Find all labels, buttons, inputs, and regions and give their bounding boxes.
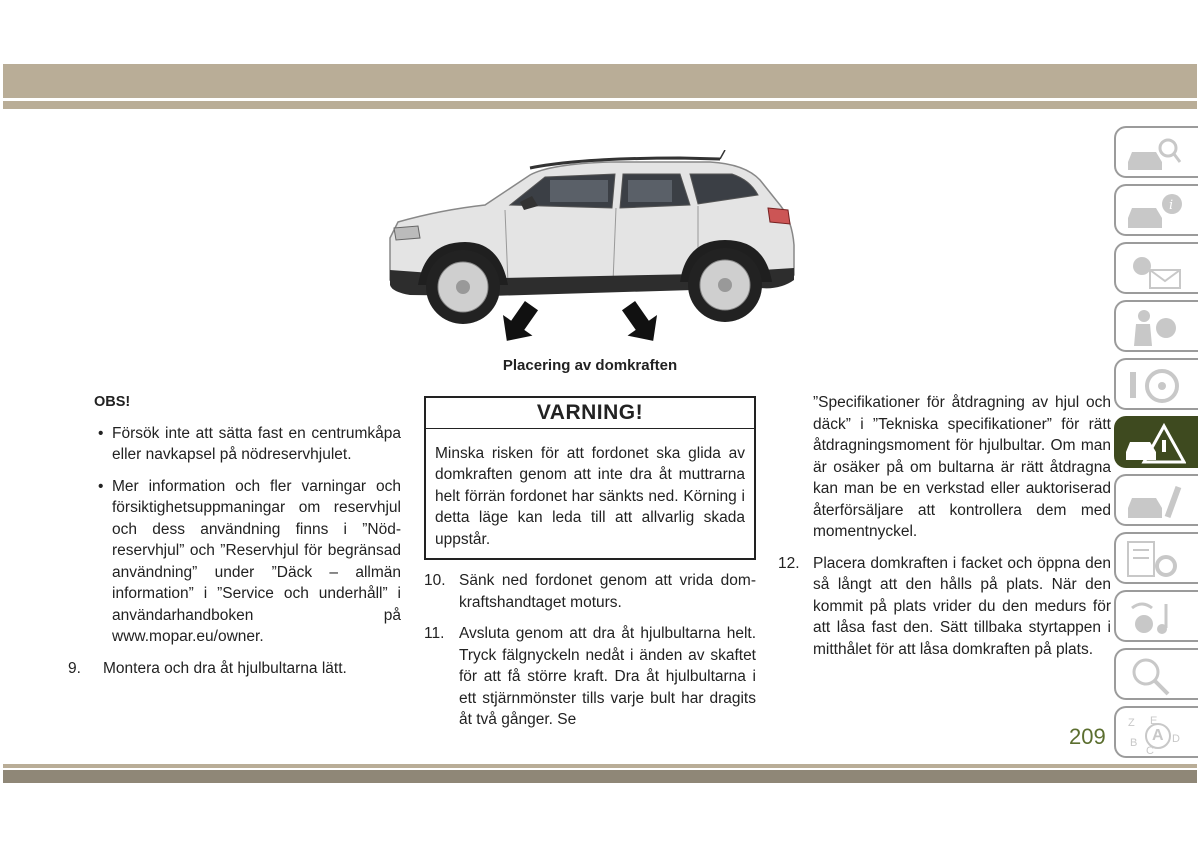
footer-rule	[3, 764, 1197, 768]
step-text: Montera och dra åt hjulbultarna lätt.	[103, 659, 347, 677]
svg-text:B: B	[1130, 737, 1138, 749]
tab-car-info[interactable]	[1114, 184, 1198, 236]
tab-starting-operating[interactable]	[1114, 358, 1198, 410]
warning-box	[424, 396, 756, 560]
header-band	[3, 64, 1197, 98]
step-number: 11.	[424, 625, 445, 642]
car-emergency-triangle-icon	[1122, 422, 1186, 466]
tab-servicing[interactable]	[1114, 474, 1198, 526]
step-text: Avsluta genom att dra åt hjulbultarna helt. Tryck fälgnyckeln nedåt i änden av skaftet för att få större kraft. Dra åt hjulbultarna i ett stjärnmönster tills varje bult har dragits åt två gånger. Se	[459, 625, 756, 728]
multimedia-music-icon	[1122, 596, 1186, 640]
middle-column	[424, 396, 756, 741]
note-bullet-text: Mer information och fler varningar och försiktighetsuppmaningar om reservhjul och dess användning finns i ”Nödreservhjul” och ”Reservhjul för begränsad användning” under ”Däck – allmän information” i ”Service och underhåll” i användarhandboken på www.mopar.eu/owner.	[112, 477, 401, 645]
car-illustration	[380, 150, 800, 345]
warning-lights-message-icon	[1122, 248, 1186, 292]
svg-text:D: D	[1172, 733, 1180, 745]
step-10	[424, 570, 756, 613]
step-12	[778, 553, 1111, 661]
step-number: 12.	[778, 554, 800, 572]
note-bullet-text: Försök inte att sätta fast en centrumkåpa eller navkapsel på nödreservhjulet.	[112, 424, 401, 463]
right-column	[778, 392, 1111, 670]
tab-technical-specifications[interactable]	[1114, 532, 1198, 584]
front-jack-point-arrow	[492, 295, 546, 345]
specifications-gear-icon	[1122, 538, 1186, 582]
svg-text:C: C	[1146, 745, 1154, 756]
tab-index[interactable]	[1114, 706, 1198, 758]
jack-placement-figure	[380, 150, 800, 345]
page-number: 209	[1069, 724, 1106, 749]
note-bullet	[68, 476, 401, 648]
tab-in-case-of-emergency[interactable]	[1114, 416, 1198, 468]
svg-text:Z: Z	[1128, 717, 1135, 729]
car-info-icon	[1122, 190, 1186, 234]
bullet-dot: •	[98, 477, 104, 495]
tab-car-search[interactable]	[1114, 126, 1198, 178]
search-magnifier-icon	[1122, 654, 1186, 698]
airbag-seat-icon	[1122, 306, 1186, 350]
step-11	[424, 623, 756, 731]
step-text: Placera domkraften i facket och öppna den så långt att den hålls på plats. När den kommit på plats vrider du den medurs för att låsa fast den. Sätt tillbaka styrtappen i mitthålet för att låsa domkraften på plats.	[813, 554, 1111, 658]
steering-wheel-icon	[1122, 364, 1186, 408]
step-text: Sänk ned fordonet genom att vrida domkraftshandtaget moturs.	[459, 572, 756, 611]
note-bullet	[68, 423, 401, 466]
tab-safety[interactable]	[1114, 300, 1198, 352]
tab-search[interactable]	[1114, 648, 1198, 700]
bullet-dot: •	[98, 424, 104, 442]
step-number: 9.	[68, 659, 81, 677]
tab-warning-lights[interactable]	[1114, 242, 1198, 294]
alphabetical-index-icon	[1122, 712, 1186, 756]
car-search-icon	[1122, 132, 1186, 176]
left-column	[68, 392, 401, 689]
tab-multimedia[interactable]	[1114, 590, 1198, 642]
note-label: OBS!	[94, 394, 131, 410]
warning-text: Minska risken för att fordonet ska glida av domkraften genom att inte dra åt muttrarna helt förrän fordonet har sänkts ned. Körning i detta läge kan leda till att allvarlig skada uppstår.	[435, 444, 745, 548]
svg-text:A: A	[1152, 727, 1164, 744]
figure-caption: Placering av domkraften	[502, 357, 678, 374]
header-rule	[3, 101, 1197, 109]
car-wrench-icon	[1122, 480, 1186, 524]
step-9	[68, 658, 401, 680]
svg-text:E: E	[1150, 715, 1158, 727]
step-11-continuation: ”Specifikationer för åtdragning av hjul och däck” i ”Tekniska specifikationer” för rätt åtdragningsmoment för hjulbultar. Om man är osäker på om bultarna är rätt åtdragna kan man be en verkstad eller auktoriserad återförsäljare att kontrollera dem med momentnyckel.	[813, 394, 1111, 540]
step-number: 10.	[424, 572, 446, 589]
footer-band	[3, 770, 1197, 783]
svg-text:i: i	[1169, 198, 1174, 213]
rear-jack-point-arrow	[614, 295, 668, 345]
warning-title: VARNING!	[426, 398, 754, 429]
